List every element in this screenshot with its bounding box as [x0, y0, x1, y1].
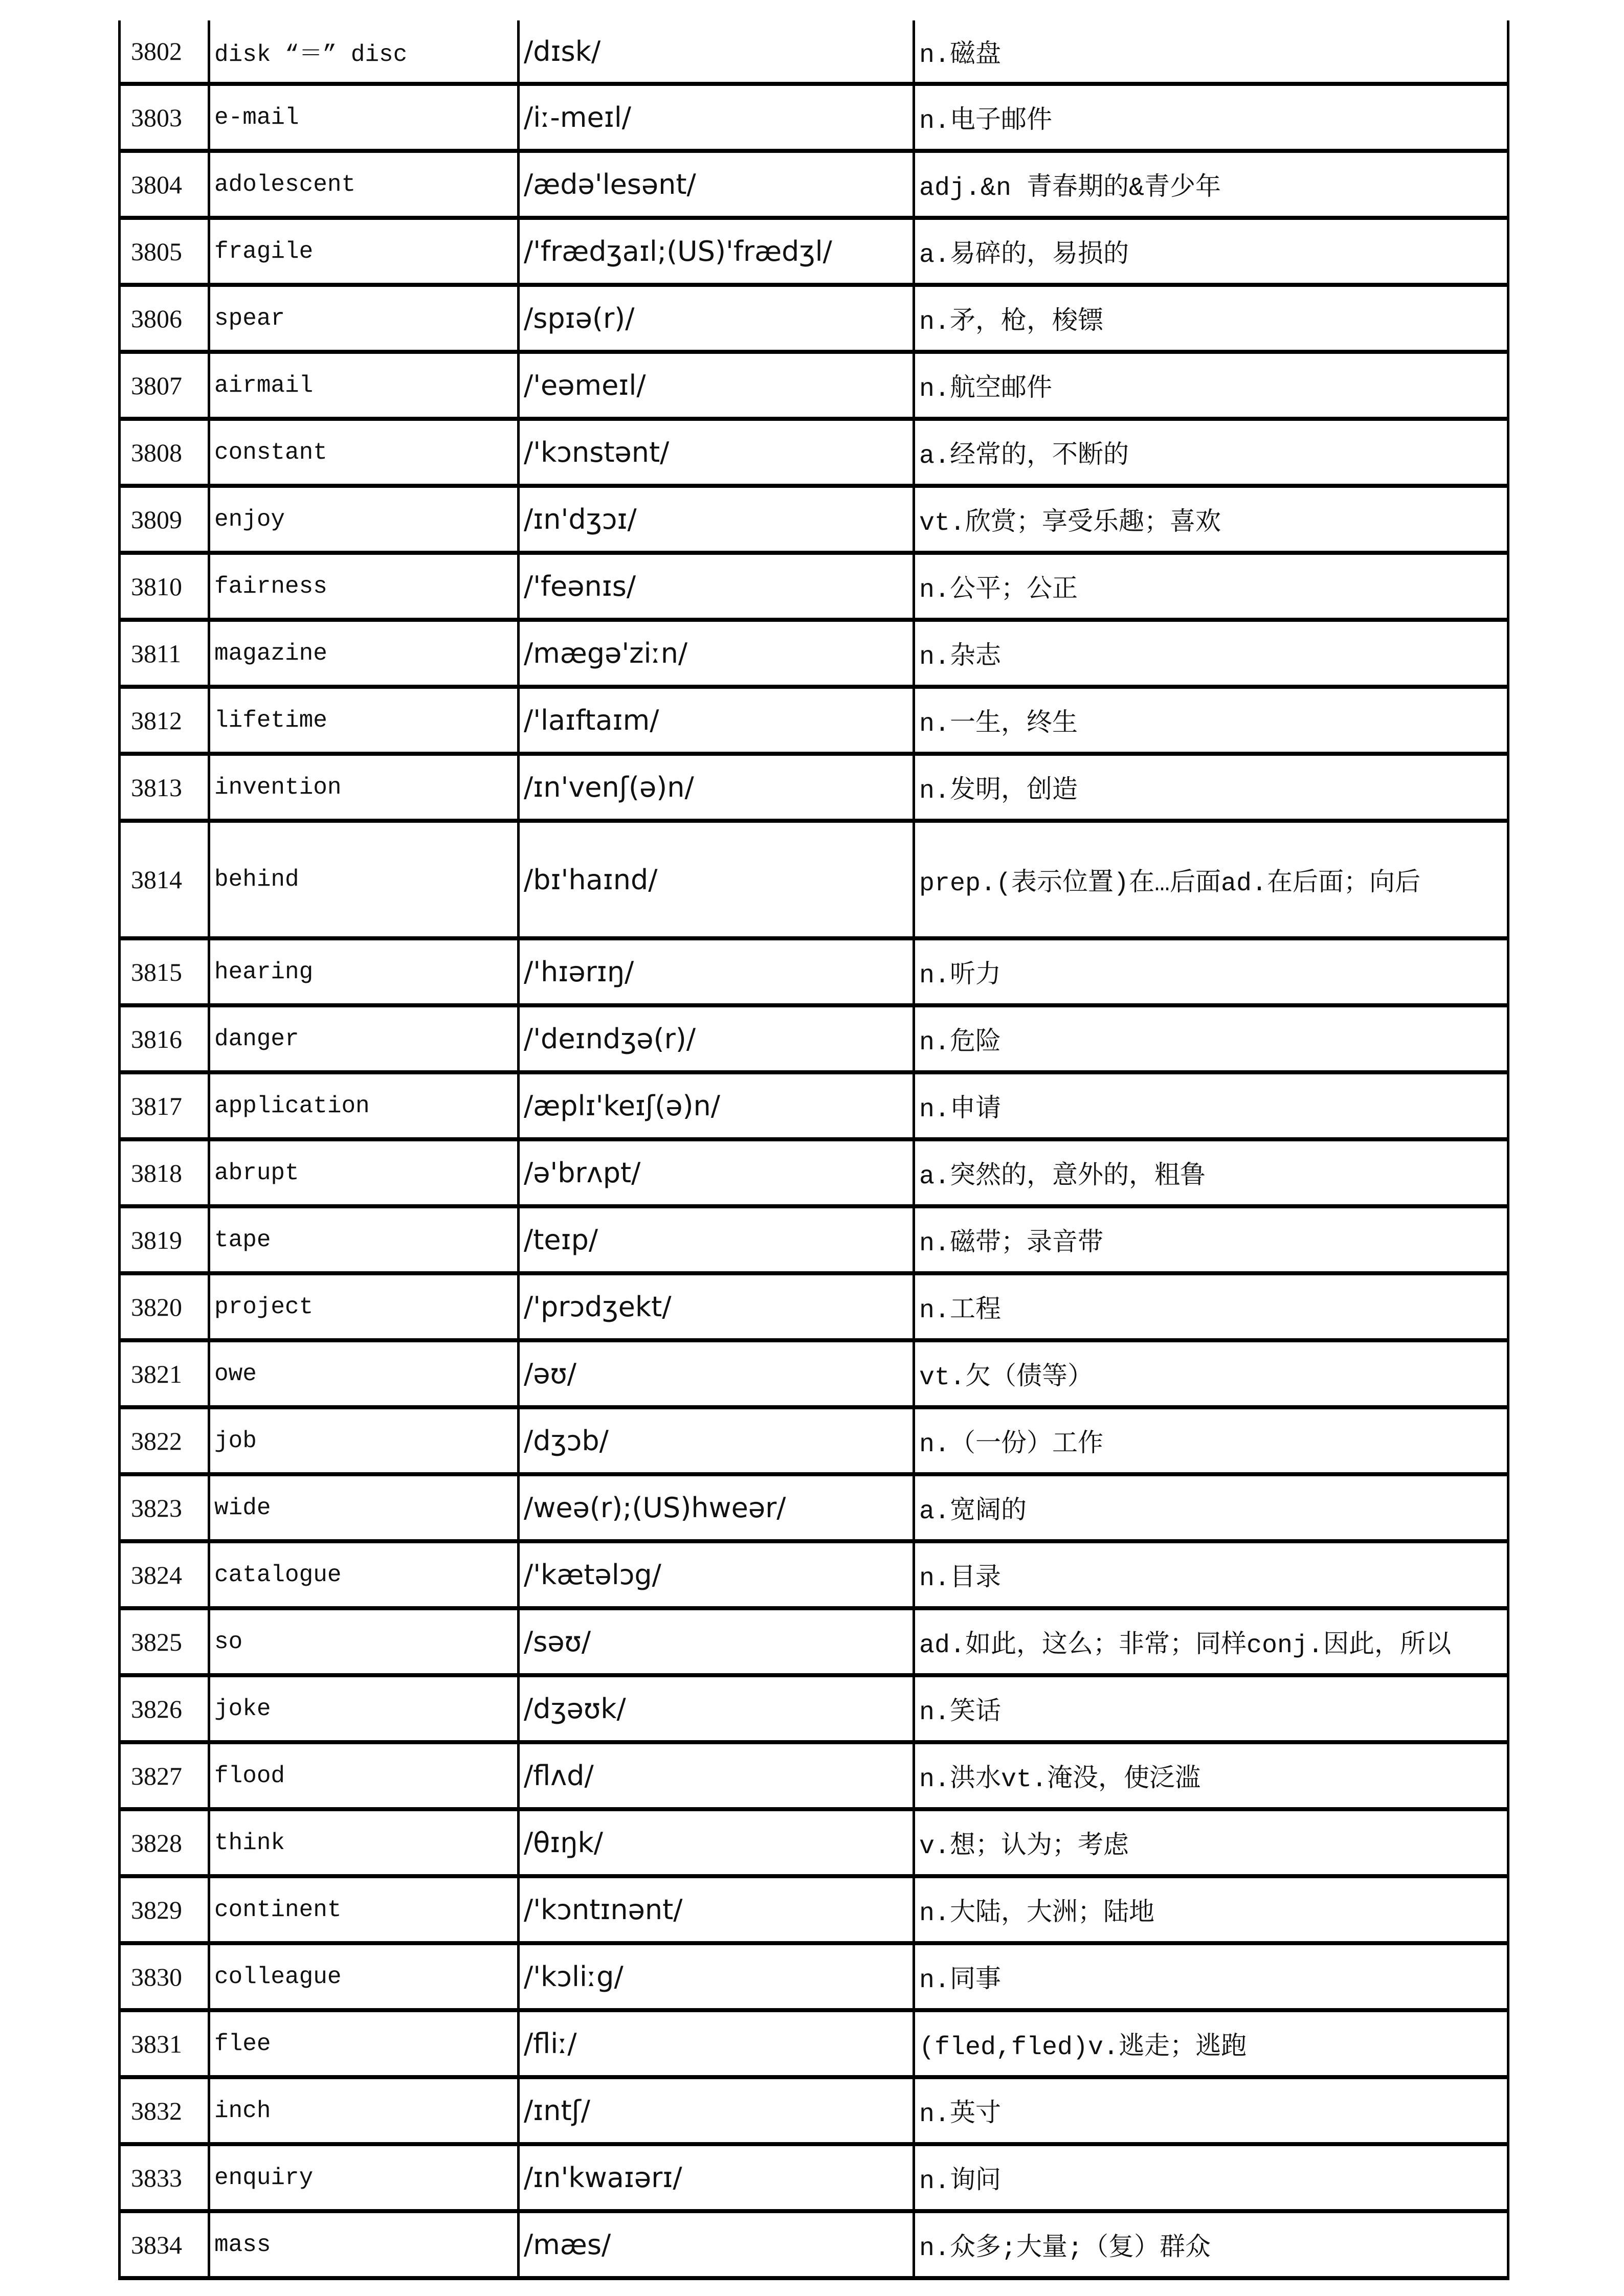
meaning-cell: vt.欠（债等）: [914, 1340, 1508, 1407]
table-row: [120, 1608, 1508, 1675]
table-row: [120, 285, 1508, 352]
word-cell: joke: [209, 1675, 519, 1742]
meaning-cell: vt.欣赏；享受乐趣；喜欢: [914, 486, 1508, 553]
meaning-cell: n.矛，枪，梭镖: [914, 285, 1508, 352]
word-cell: colleague: [209, 1943, 519, 2010]
phonetic-cell: /ɪntʃ/: [519, 2077, 914, 2144]
meaning-cell: a.经常的，不断的: [914, 419, 1508, 486]
phonetic-cell: /'eəmeɪl/: [519, 352, 914, 419]
meaning-cell: n.大陆，大洲；陆地: [914, 1876, 1508, 1943]
entry-number-cell: 3825: [120, 1608, 209, 1675]
phonetic-cell: /ə'brʌpt/: [519, 1139, 914, 1206]
word-cell: inch: [209, 2077, 519, 2144]
entry-number-cell: 3824: [120, 1541, 209, 1608]
table-row: [120, 754, 1508, 821]
word-cell: mass: [209, 2211, 519, 2278]
phonetic-cell: /'feənɪs/: [519, 553, 914, 620]
table-row: [120, 20, 1508, 84]
phonetic-cell: /mæs/: [519, 2211, 914, 2278]
meaning-cell: a.易碎的，易损的: [914, 218, 1508, 285]
meaning-cell: n.航空邮件: [914, 352, 1508, 419]
word-cell: adolescent: [209, 151, 519, 218]
entry-number-cell: 3813: [120, 754, 209, 821]
phonetic-cell: /ɪn'kwaɪərɪ/: [519, 2144, 914, 2211]
table-row: [120, 938, 1508, 1005]
table-row: [120, 1541, 1508, 1608]
entry-number-cell: 3806: [120, 285, 209, 352]
table-row: [120, 1340, 1508, 1407]
word-cell: continent: [209, 1876, 519, 1943]
word-cell: job: [209, 1407, 519, 1474]
table-row: [120, 1139, 1508, 1206]
phonetic-cell: /mægə'ziːn/: [519, 620, 914, 687]
table-row: [120, 1206, 1508, 1273]
entry-number-cell: 3803: [120, 84, 209, 151]
word-cell: spear: [209, 285, 519, 352]
word-cell: e-mail: [209, 84, 519, 151]
phonetic-cell: /iː-meɪl/: [519, 84, 914, 151]
phonetic-cell: /weə(r);(US)hweər/: [519, 1474, 914, 1541]
meaning-cell: n.（一份）工作: [914, 1407, 1508, 1474]
phonetic-cell: /əʊ/: [519, 1340, 914, 1407]
entry-number-cell: 3817: [120, 1072, 209, 1139]
phonetic-cell: /'frædʒaɪl;(US)'frædʒl/: [519, 218, 914, 285]
phonetic-cell: /bɪ'haɪnd/: [519, 821, 914, 938]
word-cell: so: [209, 1608, 519, 1675]
phonetic-cell: /θɪŋk/: [519, 1809, 914, 1876]
entry-number-cell: 3819: [120, 1206, 209, 1273]
table-row: [120, 1675, 1508, 1742]
table-row: [120, 84, 1508, 151]
word-cell: application: [209, 1072, 519, 1139]
entry-number-cell: 3828: [120, 1809, 209, 1876]
phonetic-cell: /'prɔdʒekt/: [519, 1273, 914, 1340]
meaning-cell: n.询问: [914, 2144, 1508, 2211]
meaning-cell: n.听力: [914, 938, 1508, 1005]
table-row: [120, 2144, 1508, 2211]
meaning-cell: n.笑话: [914, 1675, 1508, 1742]
word-cell: constant: [209, 419, 519, 486]
word-cell: hearing: [209, 938, 519, 1005]
entry-number-cell: 3815: [120, 938, 209, 1005]
word-cell: behind: [209, 821, 519, 938]
meaning-cell: n.同事: [914, 1943, 1508, 2010]
entry-number-cell: 3809: [120, 486, 209, 553]
entry-number-cell: 3834: [120, 2211, 209, 2278]
table-row: [120, 620, 1508, 687]
entry-number-cell: 3821: [120, 1340, 209, 1407]
entry-number-cell: 3804: [120, 151, 209, 218]
meaning-cell: n.危险: [914, 1005, 1508, 1072]
phonetic-cell: /'deɪndʒə(r)/: [519, 1005, 914, 1072]
word-cell: tape: [209, 1206, 519, 1273]
table-row: [120, 1005, 1508, 1072]
entry-number-cell: 3830: [120, 1943, 209, 2010]
phonetic-cell: /dʒɔb/: [519, 1407, 914, 1474]
entry-number-cell: 3832: [120, 2077, 209, 2144]
phonetic-cell: /ædə'lesənt/: [519, 151, 914, 218]
phonetic-cell: /səʊ/: [519, 1608, 914, 1675]
meaning-cell: n.发明，创造: [914, 754, 1508, 821]
meaning-cell: v.想；认为；考虑: [914, 1809, 1508, 1876]
table-row: [120, 1742, 1508, 1809]
word-cell: enjoy: [209, 486, 519, 553]
entry-number-cell: 3805: [120, 218, 209, 285]
meaning-cell: adj.&n 青春期的&青少年: [914, 151, 1508, 218]
meaning-cell: n.杂志: [914, 620, 1508, 687]
meaning-cell: n.英寸: [914, 2077, 1508, 2144]
table-row: [120, 1876, 1508, 1943]
entry-number-cell: 3823: [120, 1474, 209, 1541]
word-cell: danger: [209, 1005, 519, 1072]
phonetic-cell: /dɪsk/: [519, 20, 914, 84]
phonetic-cell: /'kætəlɔg/: [519, 1541, 914, 1608]
meaning-cell: ad.如此，这么；非常；同样conj.因此，所以: [914, 1608, 1508, 1675]
entry-number-cell: 3818: [120, 1139, 209, 1206]
phonetic-cell: /dʒəʊk/: [519, 1675, 914, 1742]
entry-number-cell: 3820: [120, 1273, 209, 1340]
phonetic-cell: /'laɪftaɪm/: [519, 687, 914, 754]
meaning-cell: (fled,fled)v.逃走；逃跑: [914, 2010, 1508, 2077]
word-cell: abrupt: [209, 1139, 519, 1206]
entry-number-cell: 3812: [120, 687, 209, 754]
table-row: [120, 821, 1508, 938]
meaning-cell: n.电子邮件: [914, 84, 1508, 151]
meaning-cell: n.磁带；录音带: [914, 1206, 1508, 1273]
phonetic-cell: /fliː/: [519, 2010, 914, 2077]
table-row: [120, 419, 1508, 486]
word-cell: disk “＝” disc: [209, 20, 519, 84]
table-row: [120, 1273, 1508, 1340]
meaning-cell: n.目录: [914, 1541, 1508, 1608]
meaning-cell: n.公平；公正: [914, 553, 1508, 620]
table-row: [120, 352, 1508, 419]
word-cell: lifetime: [209, 687, 519, 754]
entry-number-cell: 3822: [120, 1407, 209, 1474]
meaning-cell: n.工程: [914, 1273, 1508, 1340]
word-cell: fragile: [209, 218, 519, 285]
phonetic-cell: /æplɪ'keɪʃ(ə)n/: [519, 1072, 914, 1139]
table-row: [120, 1809, 1508, 1876]
phonetic-cell: /'hɪərɪŋ/: [519, 938, 914, 1005]
meaning-cell: prep.(表示位置)在…后面ad.在后面；向后: [914, 821, 1508, 938]
entry-number-cell: 3829: [120, 1876, 209, 1943]
meaning-cell: a.宽阔的: [914, 1474, 1508, 1541]
meaning-cell: n.申请: [914, 1072, 1508, 1139]
table-row: [120, 1943, 1508, 2010]
entry-number-cell: 3827: [120, 1742, 209, 1809]
phonetic-cell: /'kɔnstənt/: [519, 419, 914, 486]
entry-number-cell: 3810: [120, 553, 209, 620]
table-row: [120, 1072, 1508, 1139]
word-cell: owe: [209, 1340, 519, 1407]
entry-number-cell: 3831: [120, 2010, 209, 2077]
vocabulary-table: [118, 20, 1509, 2280]
table-row: [120, 2010, 1508, 2077]
word-cell: wide: [209, 1474, 519, 1541]
phonetic-cell: /'kɔntɪnənt/: [519, 1876, 914, 1943]
word-cell: project: [209, 1273, 519, 1340]
entry-number-cell: 3802: [120, 20, 209, 84]
meaning-cell: a.突然的，意外的，粗鲁: [914, 1139, 1508, 1206]
meaning-cell: n.一生，终生: [914, 687, 1508, 754]
word-cell: magazine: [209, 620, 519, 687]
entry-number-cell: 3814: [120, 821, 209, 938]
table-row: [120, 218, 1508, 285]
word-cell: fairness: [209, 553, 519, 620]
entry-number-cell: 3811: [120, 620, 209, 687]
word-cell: invention: [209, 754, 519, 821]
meaning-cell: n.磁盘: [914, 20, 1508, 84]
phonetic-cell: /ɪn'venʃ(ə)n/: [519, 754, 914, 821]
word-cell: enquiry: [209, 2144, 519, 2211]
phonetic-cell: /teɪp/: [519, 1206, 914, 1273]
table-row: [120, 2077, 1508, 2144]
table-row: [120, 687, 1508, 754]
table-row: [120, 1407, 1508, 1474]
word-cell: catalogue: [209, 1541, 519, 1608]
word-cell: airmail: [209, 352, 519, 419]
entry-number-cell: 3816: [120, 1005, 209, 1072]
word-cell: flood: [209, 1742, 519, 1809]
word-cell: flee: [209, 2010, 519, 2077]
phonetic-cell: /ɪn'dʒɔɪ/: [519, 486, 914, 553]
meaning-cell: n.洪水vt.淹没，使泛滥: [914, 1742, 1508, 1809]
table-row: [120, 486, 1508, 553]
table-row: [120, 553, 1508, 620]
phonetic-cell: /flʌd/: [519, 1742, 914, 1809]
table-row: [120, 151, 1508, 218]
entry-number-cell: 3807: [120, 352, 209, 419]
phonetic-cell: /'kɔliːg/: [519, 1943, 914, 2010]
meaning-cell: n.众多;大量;（复）群众: [914, 2211, 1508, 2278]
entry-number-cell: 3833: [120, 2144, 209, 2211]
entry-number-cell: 3808: [120, 419, 209, 486]
table-row: [120, 2211, 1508, 2278]
entry-number-cell: 3826: [120, 1675, 209, 1742]
table-row: [120, 1474, 1508, 1541]
word-cell: think: [209, 1809, 519, 1876]
phonetic-cell: /spɪə(r)/: [519, 285, 914, 352]
